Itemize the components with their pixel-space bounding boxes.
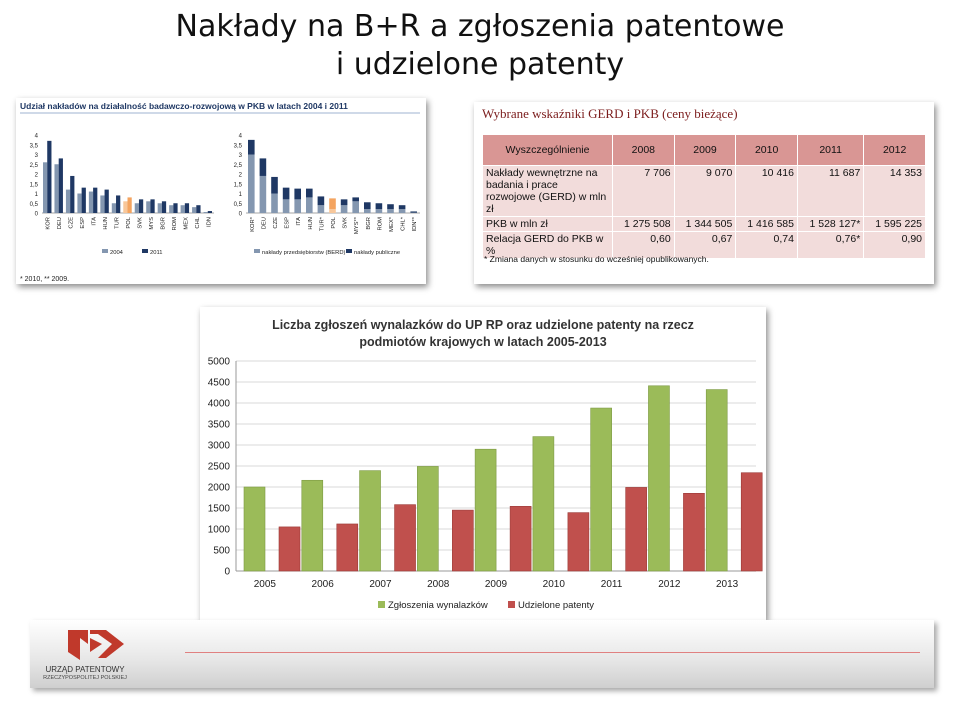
x-tick-label: 2011 (600, 579, 623, 590)
bar-2004 (204, 212, 208, 213)
bar-public (306, 189, 313, 198)
bar-granted (683, 493, 704, 571)
y-tick-label: 2500 (207, 461, 230, 473)
slide-title-line2: i udzielone patenty (335, 47, 625, 82)
bar-public (399, 205, 406, 209)
gerd-header-cell: 2009 (674, 135, 736, 166)
bar-berd (376, 209, 383, 213)
x-tick-label: 2010 (542, 579, 565, 590)
bar-2011 (208, 211, 212, 213)
gerd-cell: 0,67 (674, 232, 736, 259)
bar-2011 (150, 199, 154, 213)
bar-granted (452, 510, 473, 571)
gerd-header-cell: 2008 (613, 135, 675, 166)
bar-public (364, 202, 371, 209)
bar-applications (648, 386, 669, 571)
y-tick-label: 3000 (207, 440, 230, 452)
rd-share-charts (16, 98, 426, 284)
gerd-cell: 0,74 (736, 232, 798, 259)
gerd-header-cell: Wyszczególnienie (483, 135, 613, 166)
y-tick-label: 2 (34, 172, 38, 179)
y-tick-label: 5000 (207, 356, 230, 368)
bar-berd (318, 205, 325, 213)
bar-2011 (128, 197, 132, 213)
x-tick-label: 2007 (369, 579, 392, 590)
bar-granted (510, 506, 531, 571)
bar-public (283, 188, 290, 200)
patents-chart-title-line2: podmiotów krajowych w latach 2005-2013 (359, 335, 607, 349)
gerd-cell: 10 416 (736, 166, 798, 217)
x-tick-label: BGR (160, 217, 167, 230)
x-tick-label: MYS (148, 217, 155, 230)
bar-public (352, 197, 359, 201)
x-tick-label: ROM (377, 217, 384, 231)
bar-berd (387, 209, 394, 213)
legend-label: Zgłoszenia wynalazków (388, 600, 488, 611)
bar-public (271, 177, 278, 194)
bar-berd (271, 194, 278, 214)
bar-public (341, 199, 348, 205)
bar-granted (337, 524, 358, 571)
bar-2011 (116, 195, 120, 213)
x-tick-label: HUN (103, 217, 110, 230)
y-tick-label: 3,5 (29, 143, 38, 150)
bar-2011 (82, 188, 86, 213)
x-tick-label: CHL* (400, 217, 407, 231)
y-tick-label: 0 (34, 211, 38, 218)
x-tick-label: CZE (273, 217, 279, 229)
bar-2011 (105, 190, 109, 213)
bar-applications (706, 390, 727, 571)
gerd-note: * Zmiana danych w stosunku do wcześniej opublikowanych. (484, 254, 709, 264)
x-tick-label: HUN (307, 217, 314, 230)
legend-swatch (346, 249, 352, 253)
gerd-header-cell: 2011 (797, 135, 863, 166)
gerd-header-row (483, 135, 926, 166)
bar-2004 (100, 195, 104, 213)
footer-divider (185, 652, 920, 653)
y-tick-label: 1,5 (29, 182, 38, 189)
x-tick-label: MEX (183, 217, 190, 230)
patents-chart-bars (244, 386, 762, 571)
x-tick-label: 2009 (484, 579, 508, 590)
y-tick-label: 1,5 (233, 182, 242, 189)
y-tick-label: 2 (238, 172, 242, 179)
legend-label: Udzielone patenty (518, 600, 595, 611)
slide-title-line1: Nakłady na B+R a zgłoszenia patentowe (175, 9, 785, 44)
bar-2004 (89, 192, 93, 213)
bar-2004 (123, 201, 127, 213)
x-tick-label: DEU (57, 217, 64, 230)
gerd-table (482, 134, 926, 259)
logo-name-line1: URZĄD PATENTOWY (45, 665, 125, 674)
bar-2011 (93, 188, 97, 213)
bar-granted (626, 487, 647, 571)
x-tick-label: KOR (45, 217, 52, 230)
x-tick-label: TUR (114, 217, 121, 229)
y-tick-label: 4500 (207, 377, 230, 389)
x-tick-label: SVK (137, 217, 144, 229)
x-tick-label: CHL (194, 217, 201, 229)
bar-berd (283, 199, 290, 213)
bar-2011 (185, 203, 189, 213)
x-tick-label: 2013 (715, 579, 739, 590)
bar-public (387, 204, 394, 209)
patents-chart-title-line1: Liczba zgłoszeń wynalazków do UP RP oraz udzielone patenty na rzecz (272, 318, 694, 332)
bar-2004 (54, 164, 58, 213)
bar-granted (279, 527, 300, 571)
rd-share-chart-berd-public (234, 134, 420, 257)
bar-public (318, 196, 325, 205)
bar-public (329, 198, 336, 209)
legend-swatch (254, 249, 260, 253)
bar-2004 (135, 203, 139, 213)
patents-panel (200, 307, 766, 620)
bar-applications (417, 466, 438, 571)
footer-bar (30, 620, 934, 688)
bar-2011 (70, 176, 74, 213)
rd-share-panel (16, 98, 426, 284)
legend-label: 2011 (150, 250, 163, 256)
bar-applications (302, 480, 323, 571)
gerd-title: Wybrane wskaźniki GERD i PKB (ceny bieżące) (482, 106, 738, 121)
bar-granted (741, 473, 762, 571)
legend-swatch (142, 249, 148, 253)
y-tick-label: 0 (224, 566, 230, 578)
gerd-cell: 14 353 (864, 166, 926, 217)
x-tick-label: 2005 (253, 579, 277, 590)
bar-2011 (162, 201, 166, 213)
bar-applications (475, 449, 496, 571)
x-tick-label: CZE (68, 217, 75, 229)
bar-applications (533, 437, 554, 571)
gerd-cell: 1 275 508 (613, 217, 675, 232)
gerd-cell: 0,60 (613, 232, 675, 259)
y-tick-label: 4 (238, 133, 242, 140)
legend-swatch (102, 249, 108, 253)
x-tick-label: POL (126, 217, 132, 229)
rd-share-chart-2004-2011 (30, 134, 214, 257)
y-tick-label: 0,5 (233, 201, 242, 208)
legend-label: nakłady przedsiębiorstw (BERD) (262, 250, 346, 256)
bar-public (260, 158, 267, 176)
x-tick-label: IDN** (412, 217, 419, 232)
bar-public (376, 203, 383, 209)
y-tick-label: 3 (34, 153, 38, 159)
gerd-cell: 11 687 (797, 166, 863, 217)
gerd-cell: 1 528 127* (797, 217, 863, 232)
bar-2004 (146, 201, 150, 213)
y-tick-label: 0,5 (29, 201, 38, 208)
bar-applications (591, 408, 612, 571)
gerd-cell: 0,76* (797, 232, 863, 259)
y-tick-label: 1 (238, 192, 242, 198)
bar-public (294, 189, 301, 200)
patents-chart (200, 307, 766, 620)
bar-public (410, 211, 417, 212)
logo-subname: RZECZYPOSPOLITEJ POLSKIEJ (43, 675, 127, 681)
gerd-panel (474, 102, 934, 284)
bar-2004 (66, 190, 70, 213)
legend-swatch (508, 601, 515, 608)
bar-berd (341, 205, 348, 213)
x-tick-label: TUR* (319, 217, 326, 232)
legend-label: nakłady publiczne (354, 250, 401, 256)
bar-2004 (181, 205, 185, 213)
y-tick-label: 1500 (207, 503, 230, 515)
bar-2011 (196, 205, 200, 213)
x-tick-label: 2012 (658, 579, 681, 590)
y-tick-label: 2,5 (233, 162, 242, 169)
bar-2004 (169, 205, 173, 213)
table-row (483, 217, 926, 232)
bar-berd (364, 209, 371, 213)
y-tick-label: 3500 (207, 419, 230, 431)
table-row (483, 166, 926, 217)
slide-title (0, 8, 960, 84)
bar-granted (568, 513, 589, 571)
x-tick-label: MEX* (389, 217, 395, 232)
gerd-row-label: Nakłady wewnętrzne na badania i prace rozwojowe (GERD) w mln zł (483, 166, 613, 217)
bar-2004 (77, 194, 81, 214)
bar-2011 (59, 158, 63, 213)
gerd-cell: 1 416 585 (736, 217, 798, 232)
x-tick-label: DEU (261, 217, 268, 230)
x-tick-label: 2006 (311, 579, 334, 590)
y-tick-label: 4000 (207, 398, 230, 410)
bar-2011 (47, 141, 51, 213)
bar-berd (399, 209, 406, 213)
gerd-cell: 1 344 505 (674, 217, 736, 232)
gerd-cell: 7 706 (613, 166, 675, 217)
x-tick-label: IDN (206, 217, 213, 227)
gerd-header-cell: 2012 (864, 135, 926, 166)
y-tick-label: 1000 (207, 524, 230, 536)
bar-2011 (173, 203, 177, 213)
bar-2004 (158, 203, 162, 213)
bar-2004 (192, 207, 196, 213)
x-tick-label: ESP (284, 217, 291, 229)
x-tick-label: 2008 (427, 579, 450, 590)
gerd-row-label: PKB w mln zł (483, 217, 613, 232)
y-tick-label: 3,5 (233, 143, 242, 150)
bar-2004 (43, 162, 47, 213)
logo-mark-icon (32, 624, 152, 668)
y-tick-label: 500 (213, 545, 230, 557)
gerd-cell: 0,90 (864, 232, 926, 259)
y-tick-label: 4 (34, 133, 38, 140)
x-tick-label: ITA (296, 217, 303, 226)
gerd-cell: 1 595 225 (864, 217, 926, 232)
y-tick-label: 0 (238, 211, 242, 218)
bar-granted (395, 505, 416, 571)
y-tick-label: 1 (34, 192, 38, 198)
x-tick-label: ESP (80, 217, 87, 229)
x-tick-label: ROM (171, 217, 178, 231)
x-tick-label: POL (331, 217, 337, 229)
patents-chart-legend (378, 600, 594, 611)
x-tick-label: ITA (91, 217, 98, 226)
legend-label: 2004 (110, 250, 123, 256)
bar-2004 (112, 203, 116, 213)
bar-berd (294, 199, 301, 213)
y-tick-label: 3 (238, 153, 242, 159)
logo-name (30, 665, 140, 674)
legend-swatch (378, 601, 385, 608)
y-tick-label: 2000 (207, 482, 230, 494)
x-tick-label: KOR* (249, 217, 256, 232)
bar-berd (352, 201, 359, 213)
bar-berd (248, 155, 255, 214)
gerd-row-label: Relacja GERD do PKB w % (483, 232, 613, 259)
x-tick-label: SVK (342, 217, 349, 229)
bar-berd (329, 209, 336, 213)
bar-berd (306, 197, 313, 213)
gerd-cell: 9 070 (674, 166, 736, 217)
gerd-header-cell: 2010 (736, 135, 798, 166)
bar-public (248, 140, 255, 155)
x-tick-label: BGR (365, 217, 372, 230)
bar-2011 (139, 199, 143, 213)
x-tick-label: MYS** (354, 217, 361, 235)
rd-share-title: Udział nakładów na działalność badawczo-rozwojową w PKB w latach 2004 i 2011 (20, 101, 348, 111)
bar-applications (360, 471, 381, 571)
bar-berd (260, 176, 267, 213)
y-tick-label: 2,5 (29, 162, 38, 169)
bar-applications (244, 487, 265, 571)
rd-share-note: * 2010, ** 2009. (20, 276, 70, 283)
